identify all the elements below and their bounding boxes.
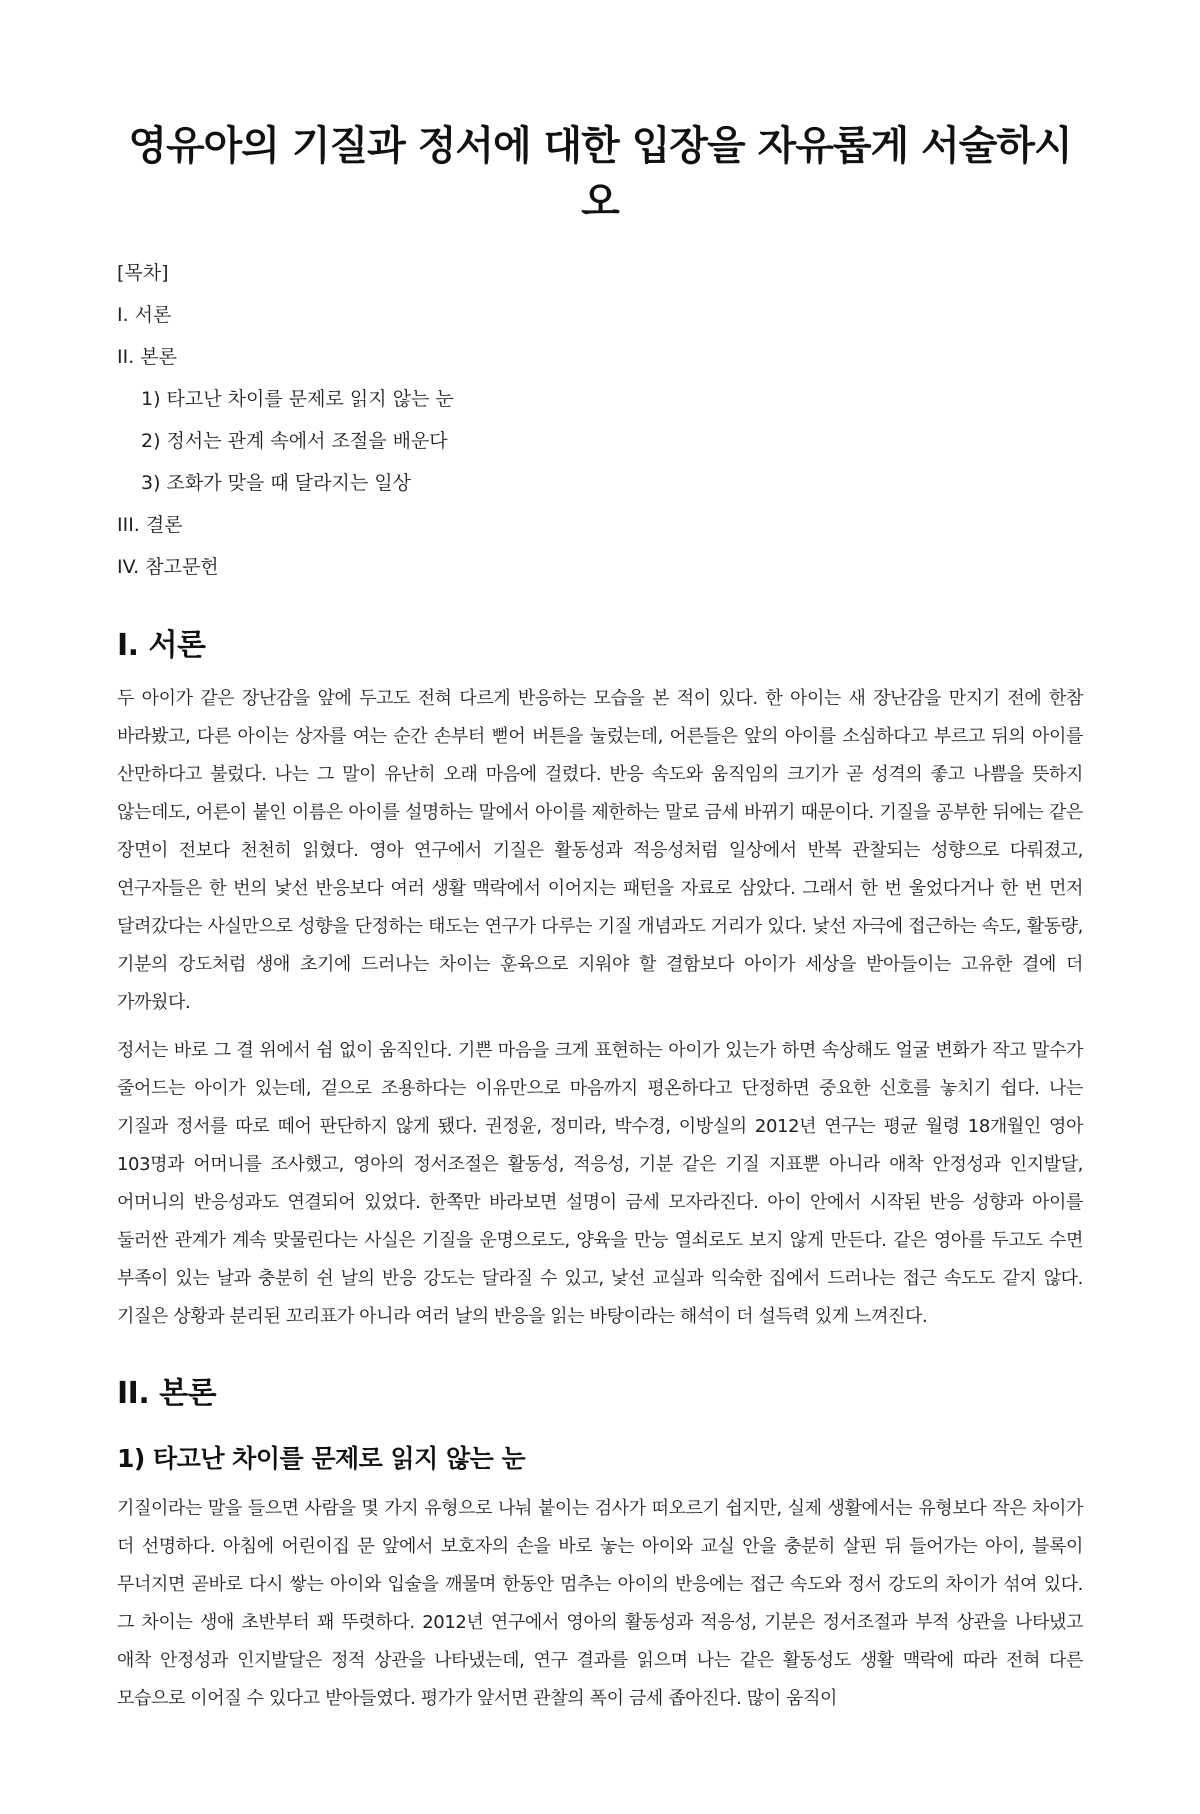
toc-item-conclusion: III. 결론 — [117, 514, 183, 536]
toc-item-body: II. 본론 — [117, 346, 177, 368]
intro-paragraph-1: 두 아이가 같은 장난감을 앞에 두고도 전혀 다르게 반응하는 모습을 본 적이 있다. 한 아이는 새 장난감을 만지기 전에 한참 바라봤고, 다른 아이는 상자를 여는 순간 손부터 뻗어 버튼을 눌렀는데, 어른들은 앞의 아이를 소심하다고 부르고 뒤의 아이를 산만하다고 불렀다. 나는 그 말이 유난히 오래 마음에 걸렸다. 반응 속도와 움직임의 크기가 곧 성격의 좋고 나쁨을 뜻하지 않는데도, 어른이 붙인 이름은 아이를 설명하는 말에서 아이를 제한하는 말로 금세 바뀌기 때문이다. 기질을 공부한 뒤에는 같은 장면이 전보다 천천히 읽혔다. 영아 연구에서 기질은 활동성과 적응성처럼 일상에서 반복 관찰되는 성향으로 다뤄졌고, 연구자들은 한 번의 낯선 반응보다 여러 생활 맥락에서 이어지는 패턴을 자료로 삼았다. 그래서 한 번 울었다거나 한 번 먼저 달려갔다는 사실만으로 성향을 단정하는 태도는 연구가 다루는 기질 개념과도 거리가 있다. 낯선 자극에 접근하는 속도, 활동량, 기분의 강도처럼 생애 초기에 드러나는 차이는 훈육으로 지워야 할 결함보다 아이가 세상을 받아들이는 고유한 결에 더 가까웠다. — [117, 688, 1083, 1013]
subsection-title-1: 1) 타고난 차이를 문제로 읽지 않는 눈 — [117, 1444, 526, 1473]
intro-paragraph-2: 정서는 바로 그 결 위에서 쉼 없이 움직인다. 기쁜 마음을 크게 표현하는 아이가 있는가 하면 속상해도 얼굴 변화가 작고 말수가 줄어드는 아이가 있는데, 겉으로 조용하다는 이유만으로 마음까지 평온하다고 단정하면 중요한 신호를 놓치기 쉽다. 나는 기질과 정서를 따로 떼어 판단하지 않게 됐다. 권정윤, 정미라, 박수경, 이방실의 2012년 연구는 평균 월령 18개월인 영아 103명과 어머니를 조사했고, 영아의 정서조절은 활동성, 적응성, 기분 같은 기질 지표뿐 아니라 애착 안정성과 인지발달, 어머니의 반응성과도 연결되어 있었다. 한쪽만 바라보면 설명이 금세 모자라진다. 아이 안에서 시작된 반응 성향과 아이를 둘러싼 관계가 계속 맞물린다는 사실은 기질을 운명으로도, 양육을 만능 열쇠로도 보지 않게 만든다. 같은 영아를 두고도 수면 부족이 있는 날과 충분히 쉰 날의 반응 강도는 달라질 수 있고, 낯선 교실과 익숙한 집에서 드러나는 접근 속도도 같지 않다. 기질은 상황과 분리된 꼬리표가 아니라 여러 날의 반응을 읽는 바탕이라는 해석이 더 설득력 있게 느껴진다. — [117, 1040, 1083, 1327]
document-page — [0, 118, 1200, 1814]
table-of-contents — [117, 252, 1083, 588]
section-title-body: II. 본론 — [117, 1376, 217, 1411]
section-title-introduction: I. 서론 — [117, 628, 206, 663]
toc-subitem-1: 1) 타고난 차이를 문제로 읽지 않는 눈 — [141, 388, 454, 410]
document-title: 영유아의 기질과 정서에 대한 입장을 자유롭게 서술하시오 — [128, 123, 1072, 225]
toc-item-introduction: I. 서론 — [117, 304, 172, 326]
body-sub1-paragraph: 기질이라는 말을 들으면 사람을 몇 가지 유형으로 나눠 붙이는 검사가 떠오르기 쉽지만, 실제 생활에서는 유형보다 작은 차이가 더 선명하다. 아침에 어린이집 문 앞에서 보호자의 손을 바로 놓는 아이와 교실 안을 충분히 살핀 뒤 들어가는 아이, 블록이 무너지면 곧바로 다시 쌓는 아이와 입술을 깨물며 한동안 멈추는 아이의 반응에는 접근 속도와 정서 강도의 차이가 섞여 있다. 그 차이는 생애 초반부터 꽤 뚜렷하다. 2012년 연구에서 영아의 활동성과 적응성, 기분은 정서조절과 부적 상관을 나타냈고 애착 안정성과 인지발달은 정적 상관을 나타냈는데, 연구 결과를 읽으며 나는 같은 활동성도 생활 맥락에 따라 전혀 다른 모습으로 이어질 수 있다고 받아들였다. 평가가 앞서면 관찰의 폭이 금세 좁아진다. 많이 움직이 — [117, 1498, 1083, 1709]
toc-subitem-3: 3) 조화가 맞을 때 달라지는 일상 — [141, 472, 411, 494]
toc-subitem-2: 2) 정서는 관계 속에서 조절을 배운다 — [141, 430, 448, 452]
toc-item-references: IV. 참고문헌 — [117, 556, 219, 578]
toc-heading: [목차] — [117, 262, 169, 284]
